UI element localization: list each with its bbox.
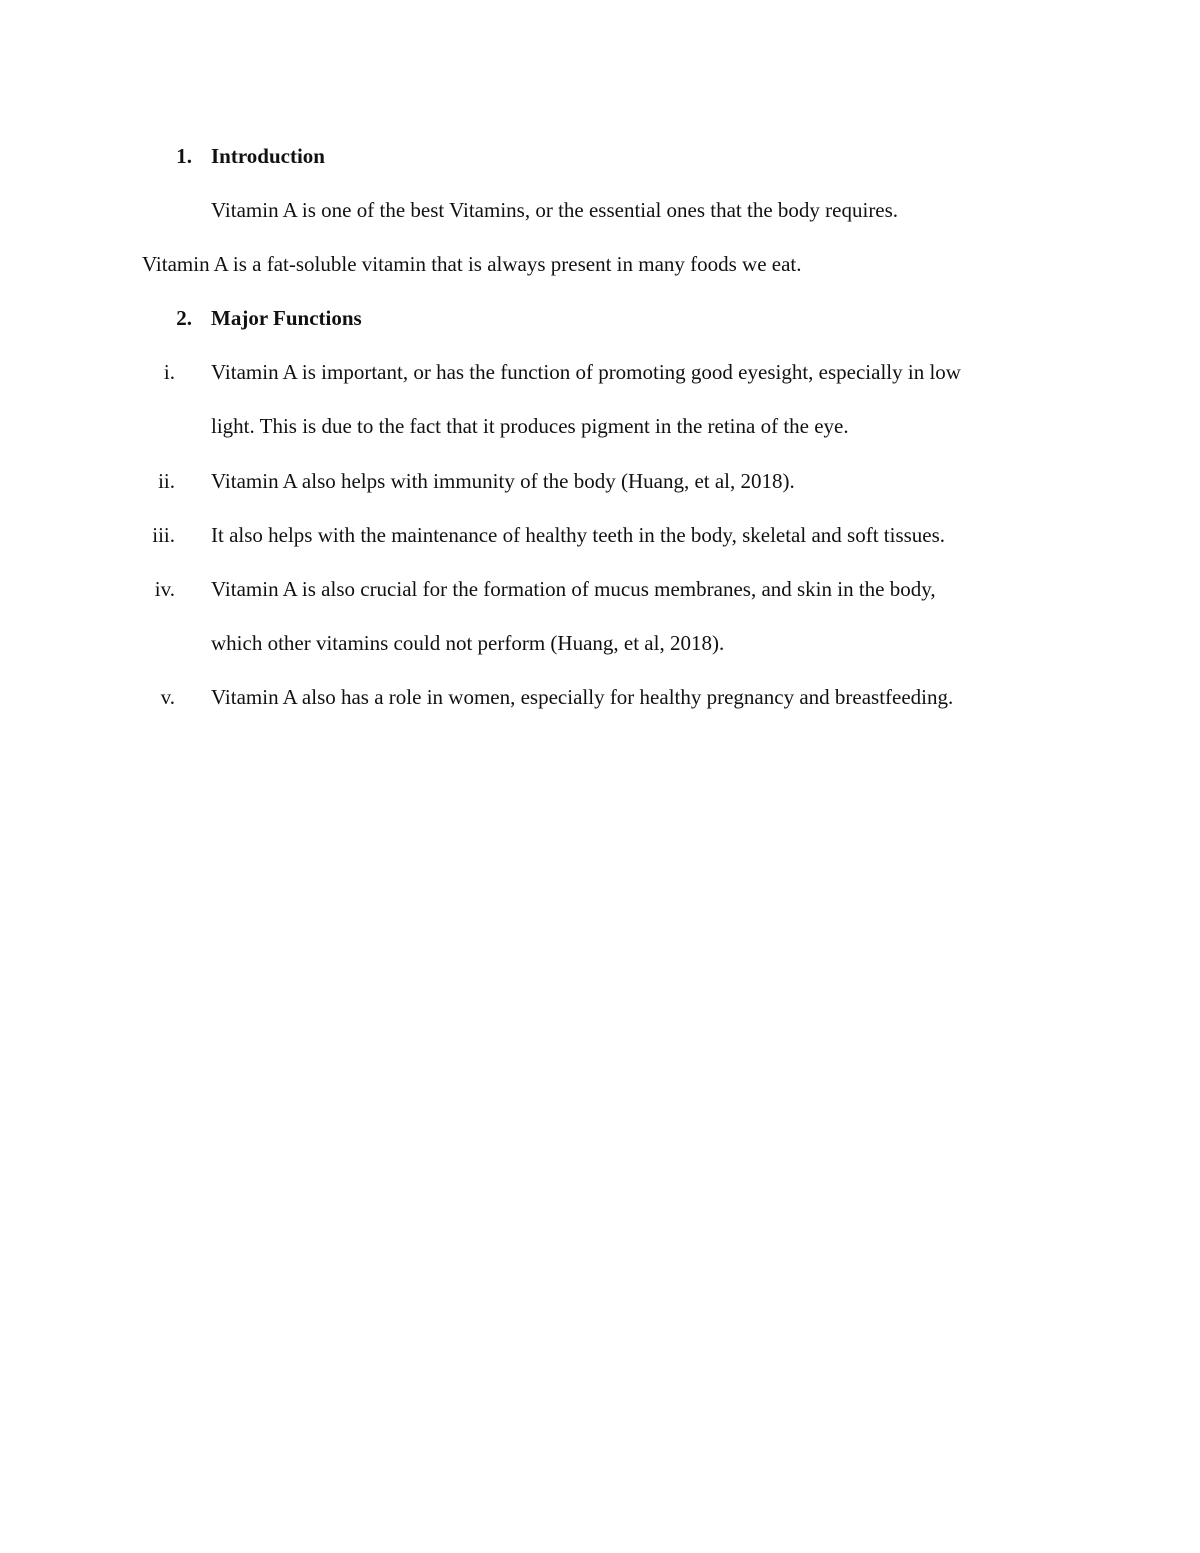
list-item-text: It also helps with the maintenance of healthy teeth in the body, skeletal and soft tissues.	[211, 523, 946, 547]
section-title-major-functions: Major Functions	[211, 306, 362, 330]
list-item-text: which other vitamins could not perform (Huang, et al, 2018).	[211, 631, 725, 655]
list-item-marker: i.	[163, 360, 175, 384]
list-item-text: Vitamin A also has a role in women, especially for healthy pregnancy and breastfeeding.	[211, 685, 954, 709]
section-number: 2.	[176, 306, 192, 330]
list-item-marker: iii.	[152, 523, 175, 547]
intro-paragraph-line-2: Vitamin A is a fat-soluble vitamin that is always present in many foods we eat.	[142, 252, 802, 276]
section-number: 1.	[176, 144, 192, 168]
list-item-text: Vitamin A is important, or has the function of promoting good eyesight, especially in low	[211, 360, 961, 384]
section-title-introduction: Introduction	[211, 144, 325, 168]
list-item-marker: ii.	[158, 469, 175, 493]
list-item-text: Vitamin A also helps with immunity of the body (Huang, et al, 2018).	[211, 469, 795, 493]
list-item-marker: iv.	[154, 577, 175, 601]
list-item-text: light. This is due to the fact that it produces pigment in the retina of the eye.	[211, 414, 849, 438]
list-item-marker: v.	[160, 685, 175, 709]
list-item-text: Vitamin A is also crucial for the formation of mucus membranes, and skin in the body,	[211, 577, 936, 601]
intro-paragraph-line-1: Vitamin A is one of the best Vitamins, or the essential ones that the body requires.	[211, 198, 899, 222]
